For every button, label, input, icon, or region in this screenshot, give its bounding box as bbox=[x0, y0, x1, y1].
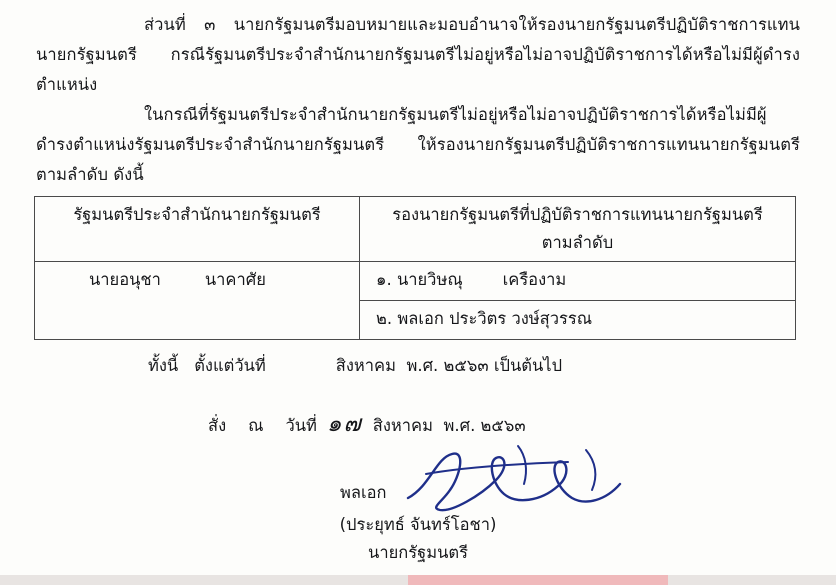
order-date-line bbox=[208, 410, 526, 440]
table-header-deputy bbox=[360, 197, 796, 262]
minister-name-cell bbox=[35, 262, 360, 340]
effective-year: พ.ศ. ๒๕๖๓ bbox=[406, 356, 489, 375]
page-bottom-accent bbox=[408, 575, 668, 585]
effective-suffix: เป็นต้นไป bbox=[493, 356, 563, 375]
table-header-row bbox=[35, 197, 796, 262]
table-header-deputy-line2: ตามลำดับ bbox=[541, 233, 614, 252]
paragraph-case-description: ในกรณีที่รัฐมนตรีประจำสำนักนายกรัฐมนตรีไม่อยู่หรือไม่อาจปฏิบัติราชการได้หรือไม่มีผู้ดำรงตำแหน่งรัฐมนตรีประจำสำนักนายกรัฐมนตรี ให้รองนายกรัฐมนตรีปฏิบัติราชการแทนนายกรัฐมนตรีตามลำดับ ดังนี้ bbox=[36, 105, 800, 184]
effective-date-line bbox=[148, 352, 562, 380]
order-prefix: สั่ง bbox=[208, 416, 227, 435]
effective-prefix: ทั้งนี้ bbox=[148, 356, 179, 375]
table-row bbox=[35, 262, 796, 301]
signatory-title: นายกรัฐมนตรี bbox=[368, 543, 468, 562]
deputy-1-number: ๑. bbox=[376, 270, 392, 289]
signature-image bbox=[400, 440, 630, 520]
deputy-2-number: ๒. bbox=[376, 309, 393, 328]
order-year: พ.ศ. ๒๕๖๓ bbox=[443, 416, 526, 435]
deputy-1-name: นายวิษณุ bbox=[396, 270, 463, 289]
table-header-minister: รัฐมนตรีประจำสำนักนายกรัฐมนตรี bbox=[35, 197, 360, 262]
effective-month: สิงหาคม bbox=[335, 356, 396, 375]
table-header-deputy-line1: รองนายกรัฐมนตรีที่ปฏิบัติราชการแทนนายกรัฐมนตรี bbox=[392, 205, 763, 224]
delegation-table bbox=[34, 196, 796, 340]
deputy-2-surname: วงษ์สุวรรณ bbox=[511, 309, 593, 328]
deputy-2-name: พลเอก ประวิตร bbox=[397, 309, 507, 328]
order-day-handwritten: ๑๗ bbox=[326, 411, 363, 437]
signatory-name: (ประยุทธ์ จันทร์โอชา) bbox=[339, 515, 497, 534]
minister-surname: นาคาศัย bbox=[204, 270, 266, 289]
deputy-1-surname: เครืองาม bbox=[502, 270, 567, 289]
effective-from-label: ตั้งแต่วันที่ bbox=[194, 356, 266, 375]
paragraph-section-3: ส่วนที่ ๓ นายกรัฐมนตรีมอบหมายและมอบอำนาจให้รองนายกรัฐมนตรีปฏิบัติราชการแทนนายกรัฐมนตรี กรณีรัฐมนตรีประจำสำนักนายกรัฐมนตรีไม่อยู่หรือไม่อาจปฏิบัติราชการได้หรือไม่มีผู้ดำรงตำแหน่ง bbox=[36, 15, 800, 94]
deputy-item-2 bbox=[360, 301, 796, 340]
deputy-item-1 bbox=[360, 262, 796, 301]
signatory-rank: พลเอก bbox=[340, 483, 387, 502]
order-month: สิงหาคม bbox=[372, 416, 433, 435]
order-at: ณ bbox=[248, 416, 264, 435]
minister-name: นายอนุชา bbox=[89, 270, 161, 289]
order-date-label: วันที่ bbox=[285, 416, 317, 435]
